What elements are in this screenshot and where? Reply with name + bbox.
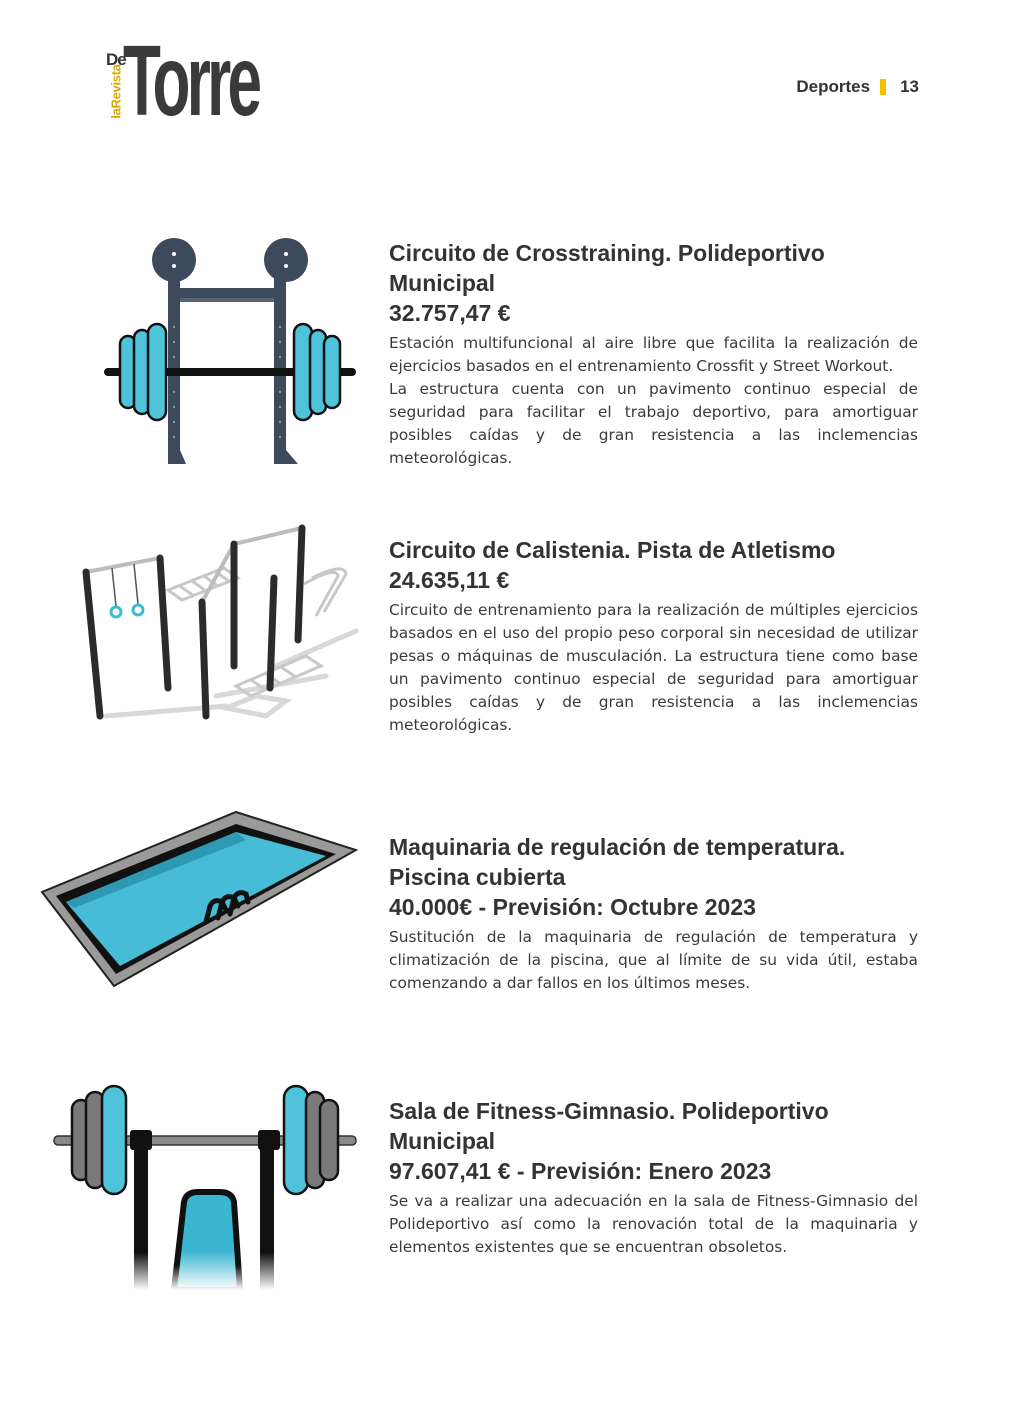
item-price: 24.635,11 € [389, 567, 510, 593]
section-name: Deportes [796, 77, 871, 96]
description-paragraph: La estructura cuenta con un pavimento continuo especial de seguridad para facilitar el trabajo deportivo, para amortiguar posibles caídas y de gran resistencia a las inclemencias meteorológicas. [389, 380, 918, 467]
item-calisthenics [389, 535, 918, 737]
item-fitness-room [389, 1096, 918, 1259]
crosstraining-rack-icon [98, 232, 364, 472]
description-paragraph: Estación multifuncional al aire libre que facilita la realización de ejercicios basados en el entrenamiento Crossfit y Street Workout. [389, 334, 918, 375]
item-description [389, 926, 918, 995]
item-price: 97.607,41 € - Previsión: Enero 2023 [389, 1158, 772, 1184]
swimming-pool-icon [40, 810, 358, 990]
description-paragraph: Sustitución de la maquinaria de regulación de temperatura y climatización de la piscina, que al límite de su vida útil, estaba comenzando a dar fallos en los últimos meses. [389, 928, 918, 992]
description-paragraph: Se va a realizar una adecuación en la sala de Fitness-Gimnasio del Polideportivo así como la renovación total de la maquinaria y elementos existentes que se encuentran obsoletos. [389, 1192, 918, 1256]
item-price: 40.000€ - Previsión: Octubre 2023 [389, 894, 756, 920]
logo-de-text: De [106, 50, 126, 69]
magazine-logo [106, 25, 266, 137]
item-price: 32.757,47 € [389, 300, 511, 326]
item-pool-machinery [389, 832, 918, 995]
logo-main-text: Torre [123, 25, 259, 137]
item-title: Circuito de Crosstraining. Polideportivo Municipal [389, 240, 825, 296]
item-title: Circuito de Calistenia. Pista de Atletismo [389, 537, 836, 563]
page-number: 13 [900, 77, 919, 96]
logo-small-text: laRevista [108, 64, 124, 119]
item-description [389, 599, 918, 737]
weight-bench-icon [52, 1084, 358, 1290]
header-divider [880, 79, 886, 95]
item-crosstraining [389, 238, 918, 470]
item-title: Maquinaria de regulación de temperatura. Piscina cubierta [389, 834, 846, 890]
page-header-info [796, 76, 919, 98]
item-description [389, 332, 918, 470]
item-description [389, 1190, 918, 1259]
item-title: Sala de Fitness-Gimnasio. Polideportivo Municipal [389, 1098, 829, 1154]
calisthenics-park-icon [76, 516, 366, 728]
description-paragraph: Circuito de entrenamiento para la realización de múltiples ejercicios basados en el uso del propio peso corporal sin necesidad de utilizar pesas o máquinas de musculación. La estructura tiene como base un pavimento continuo especial de seguridad para amortiguar posibles caídas y de gran resistencia a las inclemencias meteorológicas. [389, 601, 918, 734]
